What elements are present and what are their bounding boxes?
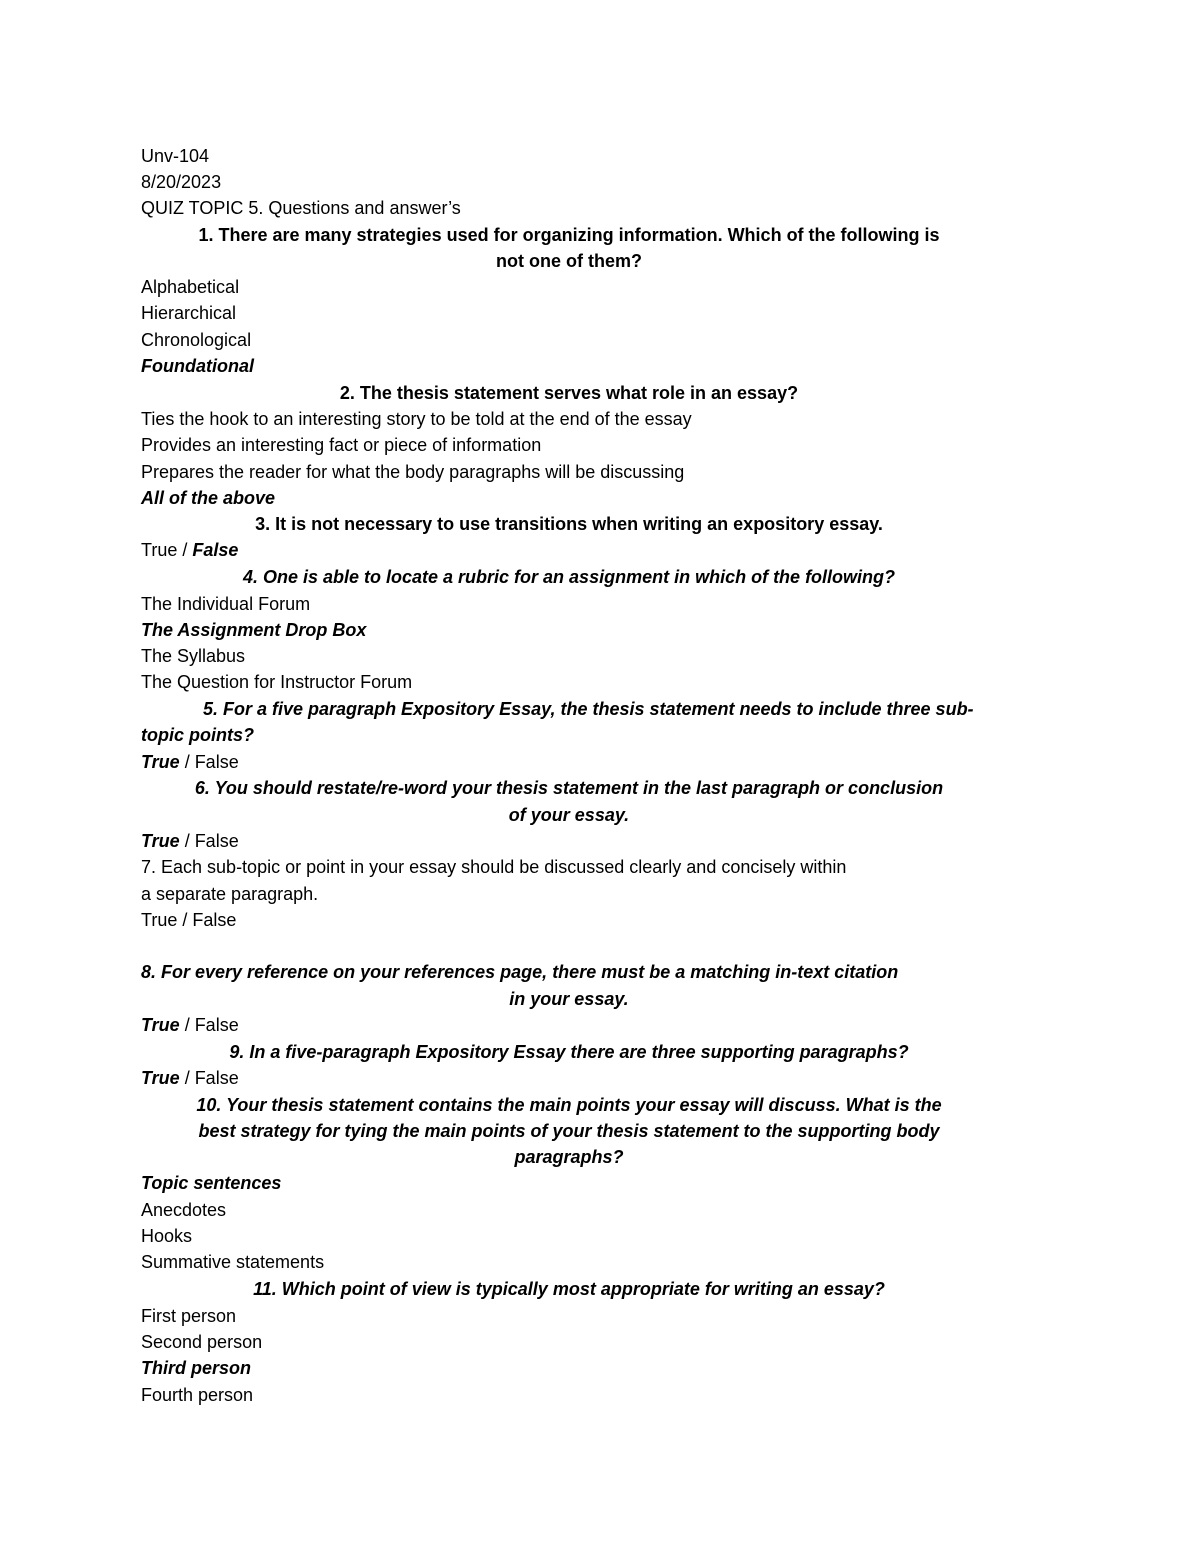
false-option: / False: [179, 1068, 239, 1088]
question-8-line-2: in your essay.: [509, 989, 629, 1009]
false-option: / False: [179, 1015, 239, 1035]
question-2-option: Provides an interesting fact or piece of information: [141, 435, 542, 455]
true-answer: True: [141, 752, 180, 772]
false-option: / False: [179, 831, 239, 851]
question-3-line-1: 3. It is not necessary to use transitions when writing an expository essay.: [255, 514, 883, 534]
question-10-option: Summative statements: [141, 1252, 325, 1272]
question-4-option: The Question for Instructor Forum: [141, 672, 413, 692]
question-1-answer: Foundational: [141, 356, 254, 376]
question-1-option: Hierarchical: [141, 303, 237, 323]
question-1-option: Alphabetical: [141, 277, 240, 297]
question-4-line-1: 4. One is able to locate a rubric for an assignment in which of the following?: [242, 567, 896, 587]
question-2-answer: All of the above: [141, 488, 276, 508]
question-5-line-2: topic points?: [141, 725, 254, 745]
course-code: Unv-104: [141, 146, 210, 166]
question-10-line-2: best strategy for tying the main points of your thesis statement to the supporting body: [198, 1121, 940, 1141]
question-11-option: First person: [141, 1306, 237, 1326]
true-answer: True: [141, 1015, 180, 1035]
question-2-option: Ties the hook to an interesting story to be told at the end of the essay: [141, 409, 692, 429]
question-4-answer: The Assignment Drop Box: [141, 620, 367, 640]
question-10-answer: Topic sentences: [141, 1173, 282, 1193]
question-1-option: Chronological: [141, 330, 252, 350]
question-9-line-1: 9. In a five-paragraph Expository Essay there are three supporting paragraphs?: [229, 1042, 909, 1062]
question-8-line-1: 8. For every reference on your references page, there must be a matching in-text citation: [141, 962, 899, 982]
question-10-option: Hooks: [141, 1226, 193, 1246]
question-7-line-2: a separate paragraph.: [141, 884, 319, 904]
question-6-line-2: of your essay.: [508, 805, 630, 825]
question-10-line-1: 10. Your thesis statement contains the main points your essay will discuss. What is the: [196, 1095, 942, 1115]
question-2-line-1: 2. The thesis statement serves what role in an essay?: [339, 383, 799, 403]
question-11-answer: Third person: [141, 1358, 252, 1378]
question-1-line-1: 1. There are many strategies used for organizing information. Which of the following is: [198, 225, 940, 245]
question-11-option: Fourth person: [141, 1385, 254, 1405]
question-6-line-1: 6. You should restate/re-word your thesis statement in the last paragraph or conclusion: [194, 778, 944, 798]
question-1-line-2: not one of them?: [496, 251, 642, 271]
question-4-option: The Syllabus: [141, 646, 246, 666]
question-9-true-false: [141, 1065, 239, 1091]
true-answer: True: [141, 831, 180, 851]
question-7-line-1: 7. Each sub-topic or point in your essay should be discussed clearly and concisely within: [141, 857, 847, 877]
question-11-option: Second person: [141, 1332, 263, 1352]
true-option: True /: [141, 540, 193, 560]
question-2-option: Prepares the reader for what the body paragraphs will be discussing: [141, 462, 685, 482]
question-5-line-1: 5. For a five paragraph Expository Essay, the thesis statement needs to include three sub-: [203, 699, 974, 719]
false-answer: False: [192, 540, 239, 560]
question-8-true-false: [141, 1012, 239, 1038]
question-10-option: Anecdotes: [141, 1200, 227, 1220]
true-answer: True: [141, 1068, 180, 1088]
question-6-true-false: [141, 828, 239, 854]
quiz-title: QUIZ TOPIC 5. Questions and answer’s: [141, 198, 461, 218]
question-3-true-false: [141, 537, 238, 563]
document-date: 8/20/2023: [141, 172, 222, 192]
question-4-option: The Individual Forum: [141, 594, 311, 614]
question-11-line-1: 11. Which point of view is typically most appropriate for writing an essay?: [253, 1279, 885, 1299]
question-7-true-false: True / False: [141, 910, 237, 930]
question-10-line-3: paragraphs?: [514, 1147, 624, 1167]
question-5-true-false: [141, 749, 239, 775]
false-option: / False: [179, 752, 239, 772]
